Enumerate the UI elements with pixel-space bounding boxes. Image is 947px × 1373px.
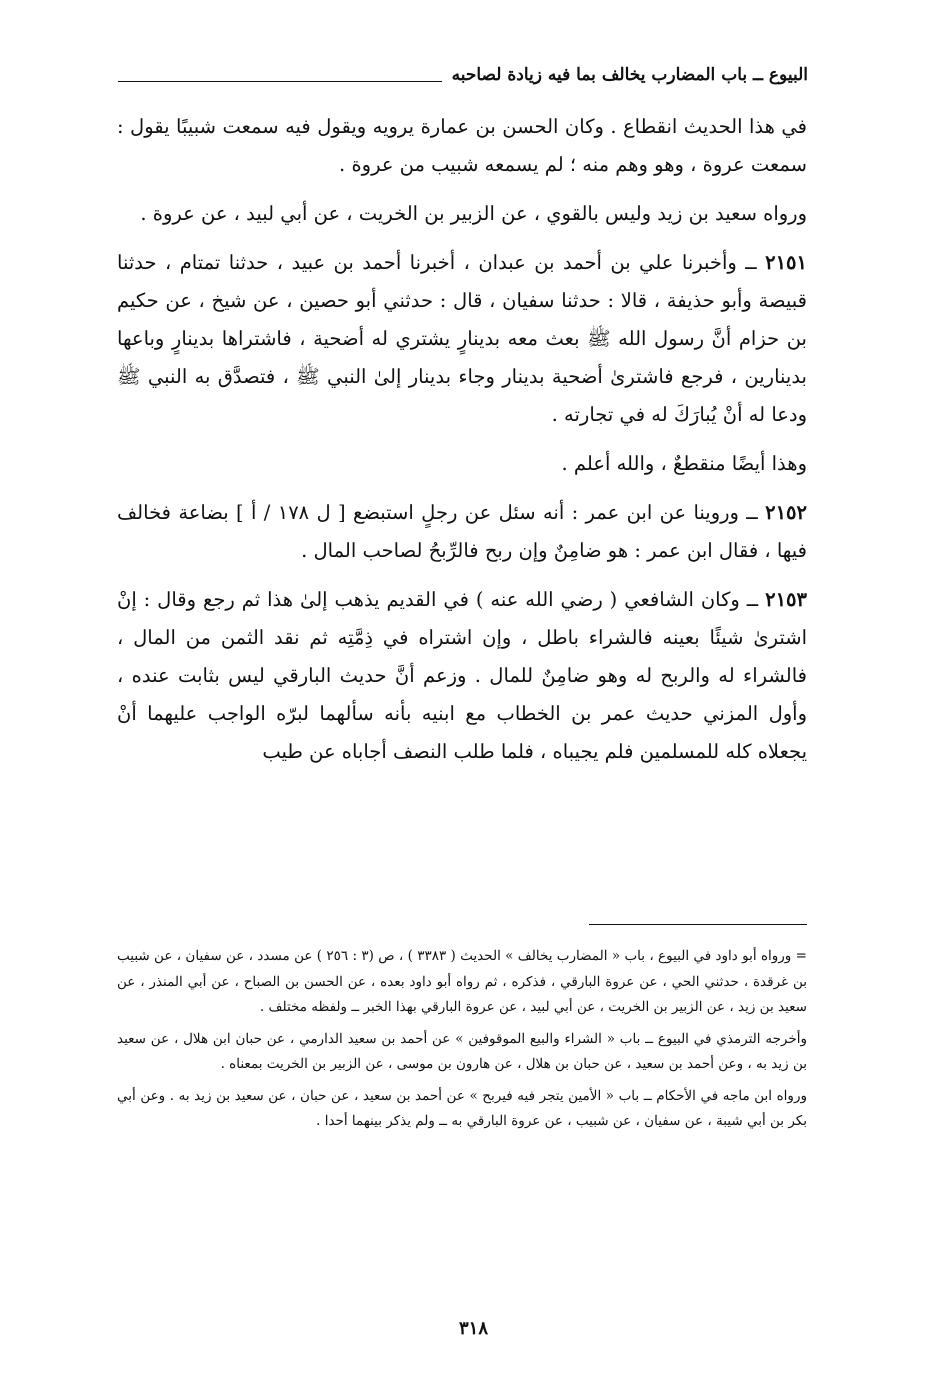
paragraph-4: وهذا أيضًا منقطعٌ ، والله أعلم . — [561, 452, 807, 475]
header-title: البيوع ــ باب المضارب يخالف بما فيه زيادة لصاحبه — [451, 65, 808, 85]
hadith-number: ٢١٥٣ — [765, 588, 807, 611]
paragraph-2: ورواه سعيد بن زيد وليس بالقوي ، عن الزبير بن الخريت ، عن أبي لبيد ، عن عروة . — [140, 202, 807, 225]
hadith-text: ــ وكان الشافعي ( رضي الله عنه ) في القديم يذهب إلىٰ هذا ثم رجع وقال : إنْ اشترىٰ شيئًا بعينه فالشراء باطل ، وإن اشتراه في ذِمَّتِه ثم نقد الثمن من المال ، فالشراء له والربح له وهو ضامِنٌ للمال . وزعم أنَّ حديث البارقي ليس بثابت عنده ، وأول المزني حديث عمر بن الخطاب مع ابنيه بأنه سألهما لبرّه الواجب عليهما أنْ يجعلاه كله للمسلمين فلم يجيباه ، فلما طلب النصف أجاباه عن طيب — [117, 588, 807, 763]
hadith-text: ــ وأخبرنا علي بن أحمد بن عبدان ، أخبرنا أحمد بن عبيد ، حدثنا تمتام ، حدثنا قبيصة وأبو حذيفة ، قالا : حدثنا سفيان ، قال : حدثني أبو حصين ، عن شيخ ، عن حكيم بن حزام أنَّ رسول الله ﷺ بعث معه بدينارٍ يشتري له أضحية ، فاشتراها بدينارٍ وباعها بدينارين ، فرجع فاشترىٰ أضحية بدينار وجاء بدينار إلىٰ النبي ﷺ ، فتصدَّق به النبي ﷺ ودعا له أنْ يُبارَكَ له في تجارته . — [117, 251, 807, 426]
footnote-3: ورواه ابن ماجه في الأحكام ــ باب « الأمين يتجر فيه فيربح » عن أحمد بن سعيد ، عن حبان ، عن سعيد بن زيد به . وعن أبي بكر بن أبي شيبة ، عن سفيان ، عن شبيب ، عن عروة البارقي به ــ ولم يذكر بينهما أحدا . — [117, 1087, 807, 1129]
footnote-1: = وروا‌ه أبو داود في البيوع ، باب « المضارب يخالف » الحديث ( ٣٣٨٣ ) ، ص (٣ : ٢٥٦ ) عن مسدد ، عن سفيان ، عن شبيب بن غرقدة ، حدثني الحي ، عن عروة البارقي ، فذكره ، ثم رواه أبو داود بعده ، عن الحسن بن الصباح ، عن أبي المنذر ، عن سعيد بن زيد ، عن الزبير بن الخريت ، عن أبي لبيد ، عن عروة البارقي بهذا الخبر ــ ولفظه مختلف . — [117, 948, 807, 1015]
running-header — [118, 56, 808, 86]
main-text — [117, 108, 807, 782]
footnotes — [117, 944, 807, 1141]
footnote-separator — [589, 924, 807, 925]
header-rule — [118, 81, 442, 82]
hadith-text: ــ وروينا عن ابن عمر : أنه سئل عن رجلٍ استبضع [ ل ١٧٨ / أ ] بضاعة فخالف فيها ، فقال ابن عمر : هو ضامِنٌ وإن ربح فالرِّبحُ لصاحب المال . — [117, 501, 807, 562]
page-number: ٣١٨ — [458, 1318, 488, 1339]
hadith-number: ٢١٥١ — [765, 251, 808, 274]
hadith-2153 — [117, 581, 807, 771]
hadith-number: ٢١٥٢ — [765, 501, 807, 524]
paragraph-1: في هذا الحديث انقطاع . وكان الحسن بن عمارة يرويه ويقول فيه سمعت شبيبًا يقول : سمعت عروة ، وهو وهم منه ؛ لم يسمعه شبيب من عروة . — [117, 115, 807, 176]
hadith-2152 — [117, 494, 807, 570]
hadith-2151 — [117, 244, 807, 434]
footnote-2: وأخرجه الترمذي في البيوع ــ باب « الشراء والبيع الموقوفين » عن أحمد بن سعيد الدارمي ، عن حبان ابن هلال ، عن سعيد بن زيد به ، وعن أحمد بن سعيد ، عن حبان بن هلال ، عن هارون بن موسى ، عن الزبير بن الخريت بمعناه . — [117, 1030, 807, 1072]
